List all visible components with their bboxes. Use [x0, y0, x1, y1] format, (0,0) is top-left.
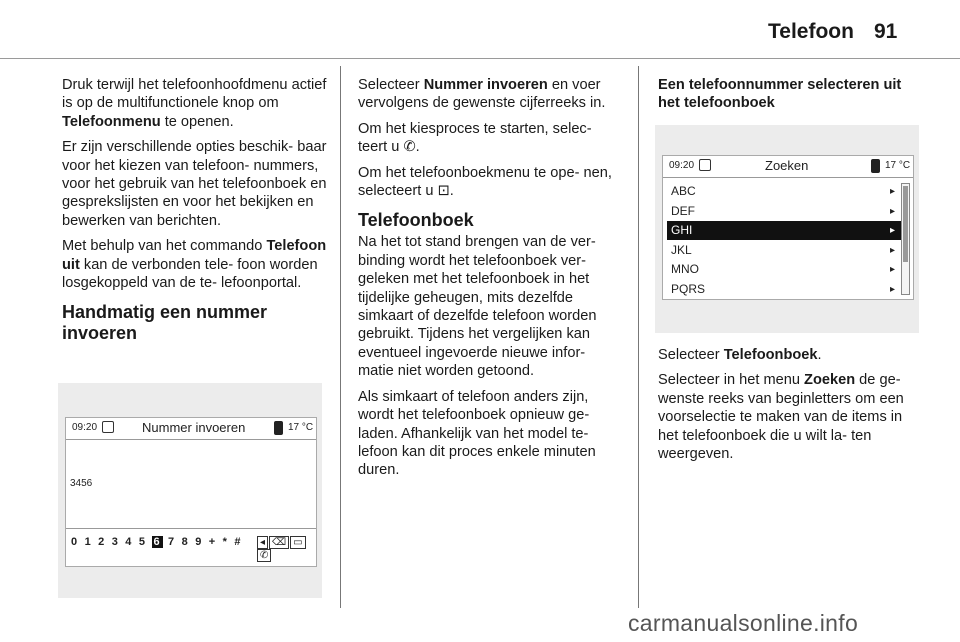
page-number: 91: [874, 20, 898, 43]
backspace-icon[interactable]: ◂: [257, 536, 268, 549]
clock-icon: [102, 421, 114, 433]
status-bar: [66, 418, 316, 440]
screenshot-nummer-invoeren: [58, 383, 322, 598]
phonebook-icon: ⊡: [437, 183, 450, 200]
screen-title: Zoeken: [765, 158, 809, 173]
screen-title: Nummer invoeren: [142, 420, 246, 435]
paragraph: Om het kiesproces te starten, selec- teert u ✆.: [358, 120, 592, 156]
call-icon: ✆: [403, 139, 416, 156]
paragraph: Selecteer Nummer invoeren en voer vervolgens de gewenste cijferreeks in.: [358, 77, 606, 112]
phonebook-icon[interactable]: ▭: [290, 536, 305, 549]
display-screen: [65, 417, 317, 567]
clock-time: 09:20: [72, 422, 98, 433]
menu-term: Telefoonboek: [723, 347, 818, 363]
header-divider: [0, 58, 960, 59]
menu-term: Zoeken: [804, 372, 856, 389]
list-item[interactable]: [667, 241, 901, 260]
phone-icon: [274, 421, 283, 435]
list-item-label: PQRS: [671, 281, 706, 296]
menu-term: Nummer invoeren: [423, 77, 548, 93]
paragraph: Na het tot stand brengen van de ver- binding wordt het telefoonboek ver- geleken met het telefoonboek in het tijdelijke geheugen, mits dezelfde simkaart of dezelfde telefoon worden gebruikt. Tijdens het vergelijken kan eventueel ingevoerde nieuwe infor- matie niet worden getoond.: [358, 234, 597, 380]
scrollbar-thumb[interactable]: [903, 186, 908, 262]
list-item[interactable]: [667, 260, 901, 279]
subsection-heading: Een telefoonnummer selecteren uit het telefoonboek: [658, 77, 902, 112]
paragraph: Selecteer in het menu Zoeken de ge- wenste reeks van beginletters om een voorselectie te maken van de items in het telefoonboek die u wilt la- ten weergeven.: [658, 372, 904, 463]
paragraph: Als simkaart of telefoon anders zijn, wordt het telefoonboek opnieuw ge- laden. Afhankelijk van het model te- lefoon kan dit proces enkele minuten duren.: [358, 388, 596, 479]
paragraph: Er zijn verschillende opties beschik- baar voor het kiezen van telefoon- nummers, voor het gebruik van het telefoonboek en gesprekslijsten en voor het bekijken en bewerken van berichten.: [62, 139, 327, 229]
page-title: Telefoon: [768, 20, 854, 43]
chevron-right-icon: ▸: [889, 244, 895, 256]
list-item-label: DEF: [671, 203, 695, 218]
entered-number: 3456: [70, 478, 93, 489]
list-item-label: JKL: [671, 242, 692, 257]
display-screen: [662, 155, 914, 300]
phone-icon: [871, 159, 880, 173]
temperature: 17 °C: [885, 160, 911, 171]
screenshot-zoeken: [655, 125, 919, 333]
section-heading: Handmatig een nummer invoeren: [62, 302, 268, 344]
paragraph: Druk terwijl het telefoonhoofdmenu actief is op de multifunctionele knop om Telefoonmenu te openen.: [62, 77, 327, 130]
status-bar: [663, 156, 913, 178]
page-header: [0, 18, 960, 50]
call-icon[interactable]: ✆: [257, 549, 271, 562]
list-item-label: GHI: [671, 223, 693, 237]
column-1: [62, 76, 330, 346]
column-divider-2: [638, 66, 639, 608]
control-icons: [256, 536, 316, 562]
clock-icon: [699, 159, 711, 171]
chevron-right-icon: ▸: [889, 225, 895, 236]
column-2: [358, 76, 624, 487]
list-item[interactable]: [667, 202, 901, 221]
list-item-label: ABC: [671, 184, 696, 198]
paragraph: Met behulp van het commando Telefoon uit kan de verbonden tele- foon worden losgekoppeld van de te- lefoonportal.: [62, 238, 327, 292]
divider: [66, 528, 316, 529]
watermark: carmanualsonline.info: [628, 610, 859, 636]
section-heading: Telefoonboek: [358, 210, 474, 231]
column-divider-1: [340, 66, 341, 608]
list-item-label: MNO: [671, 262, 699, 276]
list-item[interactable]: [667, 182, 901, 201]
chevron-right-icon: ▸: [889, 264, 895, 275]
column-3: [658, 76, 926, 121]
chevron-right-icon: ▸: [889, 186, 895, 197]
digit-keypad[interactable]: 0 1 2 3 4 5 6 7 8 9 + * #: [71, 536, 243, 548]
scrollbar[interactable]: [901, 183, 910, 295]
selected-digit[interactable]: 6: [153, 536, 162, 548]
paragraph: Selecteer Telefoonboek.: [658, 347, 822, 363]
menu-term: Telefoon uit: [62, 238, 327, 273]
list-item[interactable]: [667, 221, 901, 240]
chevron-right-icon: ▸: [889, 205, 895, 217]
menu-term: Telefoonmenu: [62, 113, 161, 130]
paragraph: Om het telefoonboekmenu te ope- nen, selecteert u ⊡.: [358, 164, 612, 200]
chevron-right-icon: ▸: [889, 283, 895, 295]
list-item[interactable]: [667, 280, 901, 299]
delete-icon[interactable]: ⌫: [269, 536, 289, 549]
temperature: 17 °C: [288, 422, 314, 433]
column-3-lower: [658, 346, 926, 470]
clock-time: 09:20: [669, 160, 695, 171]
